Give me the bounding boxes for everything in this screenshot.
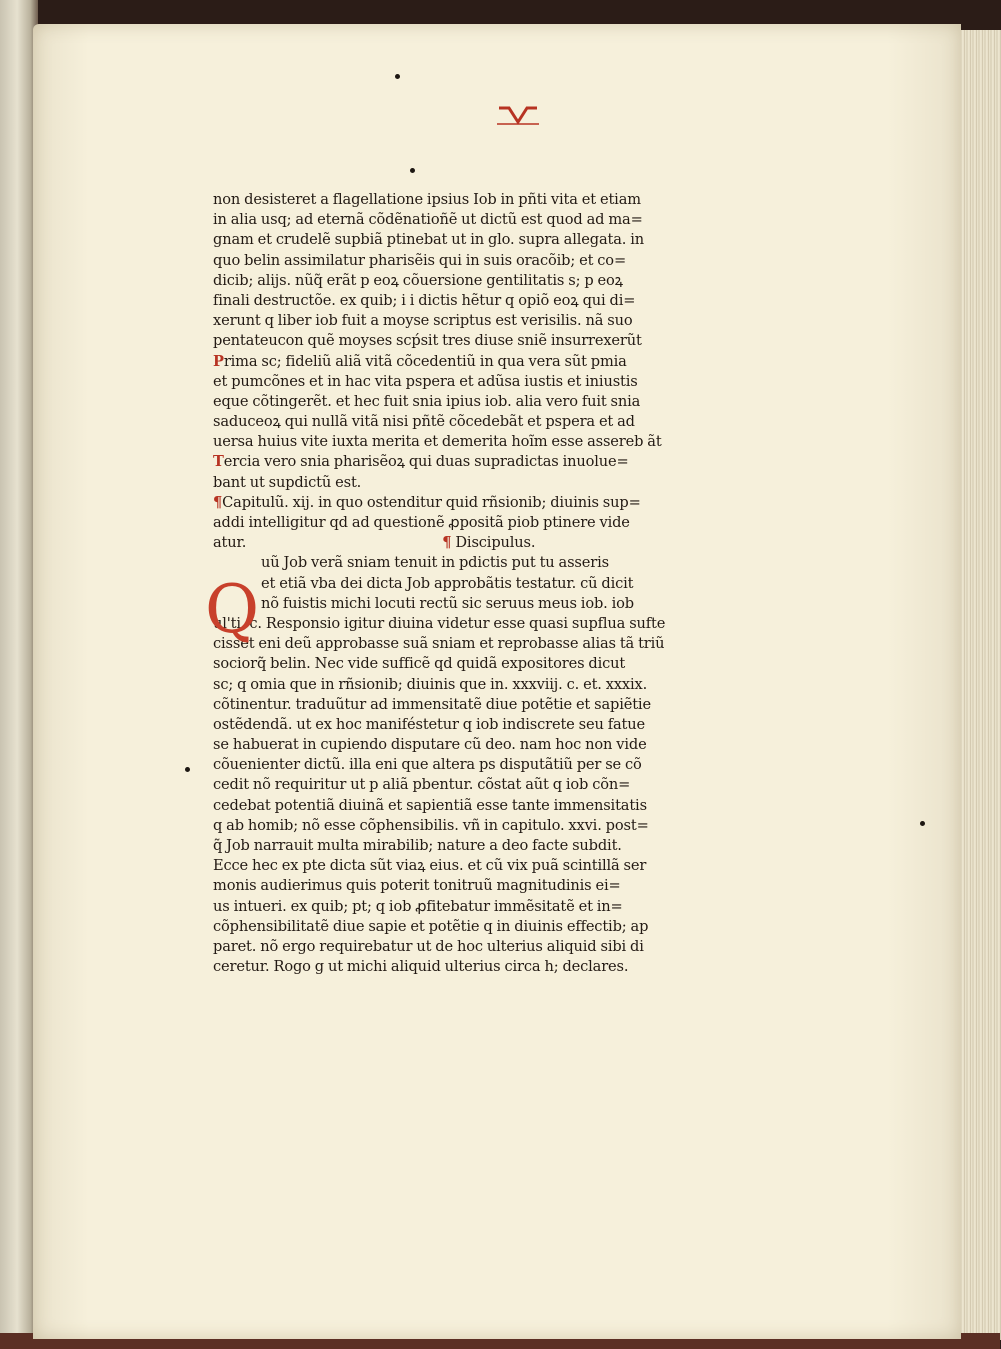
line-text: cõphensibilitatẽ diue sapie et potẽtie q in diuinis effectib; ap	[213, 917, 649, 935]
text-line	[213, 352, 745, 372]
discipulus-label: Discipulus.	[455, 534, 536, 552]
line-text: in alia usq; ad eternã cõdẽnatioñẽ ut dictũ est quod ad ma=	[213, 211, 643, 229]
rubric-initial: P	[213, 352, 224, 370]
text-line	[213, 836, 745, 856]
text-line	[213, 715, 745, 735]
line-text: bant ut supdictũ est.	[213, 473, 362, 491]
svg-text:v: v	[495, 87, 505, 106]
text-line	[213, 432, 745, 452]
line-text: finali destructõe. ex quib; i i dictis hẽtur q opiõ eoꝝ qui di=	[213, 291, 636, 309]
line-text: uũ Job verã sniam tenuit in pdictis put tu asseris	[261, 554, 609, 572]
text-line	[213, 190, 745, 210]
line-text: us intueri. ex quib; pt; q iob ꝓfitebatur immẽsitatẽ et in=	[213, 897, 623, 915]
text-line	[213, 372, 745, 392]
line-text: ceretur. Rogo g ut michi aliquid ulterius circa h; declares.	[213, 958, 629, 976]
text-line	[213, 634, 745, 654]
line-text: monis audierimus quis poterit tonitruũ magnitudinis ei=	[213, 877, 621, 895]
text-line	[213, 796, 745, 816]
text-line	[213, 735, 745, 755]
text-line	[213, 392, 745, 412]
heading-end-line	[213, 533, 745, 553]
text-line	[213, 553, 745, 573]
line-text: se habuerat in cupiendo disputare cũ deo. nam hoc non vide	[213, 736, 647, 754]
heading-line	[213, 513, 745, 533]
line-text: cõtinentur. traduũtur ad immensitatẽ diue potẽtie et sapiẽtie	[213, 695, 651, 713]
pin-hole-left	[185, 767, 190, 772]
line-text: cõuenienter dictũ. illa eni que altera ps disputãtiũ per se cõ	[213, 756, 642, 774]
line-text: nõ fuistis michi locuti rectũ sic seruus meus iob. iob	[261, 594, 634, 612]
line-text: gnam et crudelẽ supbiã ptinebat ut in glo. supra allegata. in	[213, 231, 645, 249]
page-fore-edge	[958, 30, 1001, 1340]
line-text: cedit nõ requiritur ut p aliã pbentur. cõstat aũt q iob cõn=	[213, 776, 631, 794]
line-text: uersa huius vite iuxta merita et demerita hoĩm esse assereb ãt	[213, 433, 662, 451]
text-line	[213, 230, 745, 250]
line-text: non desisteret a flagellatione ipsius Iob in pñti vita et etiam	[213, 191, 641, 208]
line-text: et pumcõnes et in hac vita pspera et adũsa iustis et iniustis	[213, 372, 638, 390]
line-text: cedebat potentiã diuinã et sapientiã esse tante immensitatis	[213, 796, 647, 814]
text-line	[213, 816, 745, 836]
line-text: sociorq̃ belin. Nec vide sufficẽ qd quidã expositores dicut	[213, 655, 626, 673]
text-line	[213, 917, 745, 937]
pin-hole-upper	[410, 168, 415, 173]
pin-hole-top	[395, 74, 400, 79]
paragraph-main	[213, 190, 745, 493]
line-text: saduceoꝝ qui nullã vitã nisi pñtẽ cõcedebãt et pspera et ad	[213, 413, 635, 431]
text-line	[213, 311, 745, 331]
text-line	[213, 775, 745, 795]
text-line	[213, 675, 745, 695]
folio-signature-mark	[495, 87, 541, 128]
text-line	[213, 654, 745, 674]
line-text: addi intelligitur qd ad questionẽ ꝓpositã piob ptinere vide	[213, 514, 630, 531]
rubric-initial: ¶	[213, 493, 223, 511]
line-text: eque cõtingerẽt. et hec fuit snia ipius iob. alia vero fuit snia	[213, 392, 641, 410]
text-line	[213, 251, 745, 271]
text-line	[213, 412, 745, 432]
line-text: cisset eni deũ approbasse suã sniam et reprobasse alias tã triũ	[213, 635, 665, 653]
line-text: ul'ti. c. Responsio igitur diuina videtur esse quasi supflua sufte	[213, 614, 666, 632]
text-line	[213, 291, 745, 311]
text-line	[213, 876, 745, 896]
text-line	[213, 271, 745, 291]
line-text: ostẽdendã. ut ex hoc maniféstetur q iob indiscrete seu fatue	[213, 715, 645, 733]
line-text: q̃ Job narrauit multa mirabilib; nature a deo facte subdit.	[213, 837, 622, 854]
text-line	[213, 574, 745, 594]
paragraph-discipulus	[213, 553, 745, 977]
pin-hole-right	[920, 821, 925, 826]
text-line	[213, 856, 745, 876]
text-line	[213, 473, 745, 493]
line-text: rima sc; fideliũ aliã vitã cõcedentiũ in qua vera sũt pmia	[223, 352, 627, 370]
line-text: quo belin assimilatur pharisẽis qui in suis oracõib; et co=	[213, 251, 627, 269]
heading-line	[213, 493, 745, 513]
text-line	[213, 210, 745, 230]
text-line	[213, 614, 745, 634]
chapter-heading	[213, 493, 745, 533]
line-text: paret. nõ ergo requirebatur ut de hoc ulterius aliquid sibi di	[213, 937, 644, 955]
line-text: ercia vero snia pharisẽoꝝ qui duas supradictas inuolue=	[223, 453, 629, 471]
line-text: Capitulũ. xij. in quo ostenditur quid rñsionib; diuinis sup=	[222, 493, 641, 511]
line-text: et etiã vba dei dicta Job approbãtis testatur. cũ dicit	[261, 574, 634, 592]
line-text: xerunt q liber iob fuit a moyse scriptus est verisilis. nã suo	[213, 312, 633, 330]
line-text: pentateucon quẽ moyses scṕsit tres diuse sniẽ insurrexerũt	[213, 332, 642, 350]
line-text: dicib; alijs. nũq̃ erãt p eoꝝ cõuersione gentilitatis s; p eoꝝ	[213, 271, 623, 289]
drop-cap-initial: Q	[205, 571, 259, 648]
discipulus-paragraph-mark: ¶	[442, 534, 452, 552]
text-line	[213, 695, 745, 715]
heading-end: atur.	[213, 534, 247, 552]
line-text: sc; q omia que in rñsionib; diuinis que in. xxxviij. c. et. xxxix.	[213, 675, 648, 693]
text-line	[213, 957, 745, 977]
rubric-initial: T	[213, 453, 224, 471]
text-column	[205, 190, 745, 977]
text-line	[213, 937, 745, 957]
text-line	[213, 897, 745, 917]
line-text: Ecce hec ex pte dicta sũt viaꝝ eius. et cũ vix puã scintillã ser	[213, 857, 647, 875]
text-line	[213, 452, 745, 472]
text-line	[213, 331, 745, 351]
text-line	[213, 594, 745, 614]
line-text: q ab homib; nõ esse cõphensibilis. vñ in capitulo. xxvi. post=	[213, 816, 649, 834]
text-line	[213, 755, 745, 775]
